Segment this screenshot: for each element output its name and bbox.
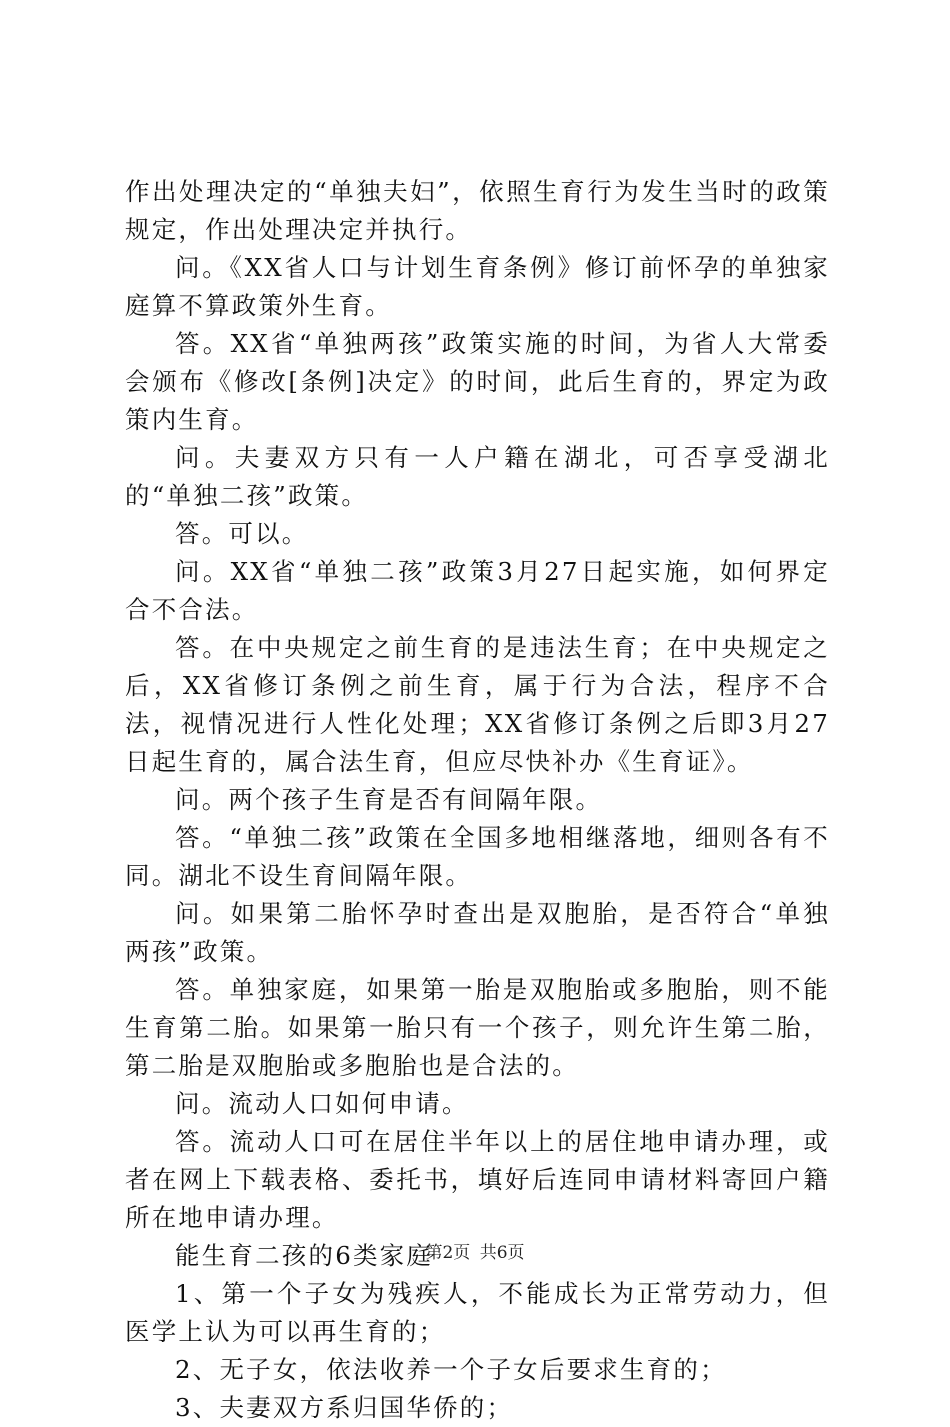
question-paragraph: 问。《XX省人口与计划生育条例》修订前怀孕的单独家庭算不算政策外生育。	[125, 253, 830, 320]
answer-paragraph: 答。可以。	[175, 519, 309, 548]
page-footer	[0, 1241, 950, 1265]
section-heading: 能生育二孩的6类家庭	[175, 1241, 434, 1270]
question-paragraph: 问。流动人口如何申请。	[175, 1089, 469, 1118]
list-item: 1、第一个子女为残疾人，不能成长为正常劳动力，但医学上认为可以再生育的；	[125, 1279, 830, 1346]
answer-paragraph: 答。单独家庭，如果第一胎是双胞胎或多胞胎，则不能生育第二胎。如果第一胎只有一个孩子，则允许生第二胎，第二胎是双胞胎或多胞胎也是合法的。	[125, 975, 830, 1080]
question-paragraph: 问。夫妻双方只有一人户籍在湖北，可否享受湖北的“单独二孩”政策。	[125, 443, 830, 510]
paragraph: 作出处理决定的“单独夫妇”，依照生育行为发生当时的政策规定，作出处理决定并执行。	[125, 177, 830, 244]
answer-paragraph: 答。在中央规定之前生育的是违法生育；在中央规定之后，XX省修订条例之前生育，属于行为合法，程序不合法，视情况进行人性化处理；XX省修订条例之后即3月27日起生育的，属合法生育，但应尽快补办《生育证》。	[125, 633, 830, 776]
page-number: 第2页	[425, 1243, 471, 1263]
question-paragraph: 问。两个孩子生育是否有间隔年限。	[175, 785, 603, 814]
document-body	[125, 173, 830, 1427]
answer-paragraph: 答。“单独二孩”政策在全国多地相继落地，细则各有不同。湖北不设生育间隔年限。	[125, 823, 830, 890]
list-item: 2、无子女，依法收养一个子女后要求生育的；	[175, 1355, 727, 1384]
question-paragraph: 问。XX省“单独二孩”政策3月27日起实施，如何界定合不合法。	[125, 557, 830, 624]
answer-paragraph: 答。XX省“单独两孩”政策实施的时间，为省人大常委会颁布《修改[条例]决定》的时间，此后生育的，界定为政策内生育。	[125, 329, 830, 434]
total-pages: 共6页	[479, 1243, 525, 1263]
question-paragraph: 问。如果第二胎怀孕时查出是双胞胎，是否符合“单独两孩”政策。	[125, 899, 830, 966]
list-item: 3、夫妻双方系归国华侨的；	[175, 1393, 514, 1422]
answer-paragraph: 答。流动人口可在居住半年以上的居住地申请办理，或者在网上下载表格、委托书，填好后连同申请材料寄回户籍所在地申请办理。	[125, 1127, 830, 1232]
